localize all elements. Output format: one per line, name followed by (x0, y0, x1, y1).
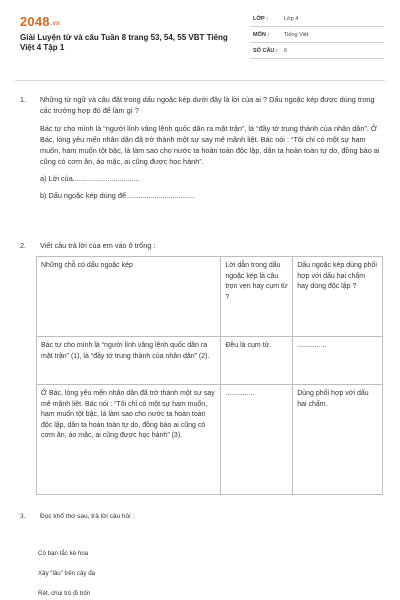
table-row (37, 337, 383, 385)
meta-value-class: Lớp 4 (284, 16, 299, 22)
meta-label-count: SỐ CÂU : (253, 48, 278, 54)
meta-value-count: 6 (284, 48, 288, 54)
question-number: 1. (20, 95, 27, 104)
question-number: 3. (20, 513, 26, 520)
meta-row-class (250, 13, 384, 27)
meta-row-count (250, 45, 384, 59)
header-divider (15, 80, 385, 81)
question-body (40, 94, 380, 201)
table-cell: Ở Bác, lòng yêu mến nhân dân đã trở thành một sự say mê mãnh liệt. Bác nói : “Tôi chỉ có một sự ham muốn, ham muốn tột bậc, là làm sao cho nước ta hoàn toàn độc lập, dân ta hoàn toàn tự do, đồng bào ai cũng có cơm ăn, áo mặc, ai cũng được học hành” (3). (37, 385, 221, 495)
answer-line-b[interactable]: b) Dấu ngoặc kép dùng để.................................. (40, 191, 195, 200)
poem-line: Rét, chui trò đi trốn (38, 590, 91, 597)
answer-blank-cell[interactable]: ............... (293, 337, 383, 385)
answer-table (36, 256, 383, 495)
meta-label-class: LỚP : (253, 16, 268, 22)
answer-blank-cell[interactable]: ............... (221, 385, 293, 495)
meta-row-subject (250, 29, 384, 43)
question-prompt: Viết câu trả lời của em vào ô trống : (40, 241, 156, 250)
table-cell: Dùng phối hợp với dấu hai chấm. (293, 385, 383, 495)
question-passage: Bác tự cho mình là “người lính vâng lệnh quốc dân ra mặt trận”, là “đầy tớ trung thành của nhân dân”. Ở Bác, lòng yêu mến nhân dân đã trở thành một sự say mê mãnh liệt. Bác nói : “Tôi chỉ có một sự ham muốn, ham muốn tột bậc, là làm sao cho nước ta hoàn toàn độc lập, dân ta hoàn toàn tự do, đồng bào ai cũng có cơm ăn, áo mặc, ai cũng được học hành”. (40, 124, 380, 166)
page-title: Giải Luyện từ và câu Tuần 8 trang 53, 54, 55 VBT Tiếng Việt 4 Tập 1 (20, 33, 228, 52)
answer-line-a[interactable]: a) Lời của................................. (40, 174, 140, 183)
meta-value-subject: Tiếng Việt (284, 32, 309, 38)
meta-label-subject: MÔN : (253, 32, 270, 38)
question-prompt: Đọc khổ thơ sau, trả lời câu hỏi : (40, 513, 135, 520)
table-header-cell: Những chỗ có dấu ngoặc kép (37, 257, 221, 337)
poem-line: Có bạn tắc kè hoa (38, 550, 89, 557)
poem-line: Xây “lâu” trên cây đa (38, 570, 96, 577)
question-prompt: Những từ ngữ và câu đặt trong dấu ngoặc kép dưới đây là lời của ai ? Dấu ngoặc kép được dùng trong các trường hợp đó để làm gì ? (40, 95, 375, 115)
logo-tld: .vn (50, 21, 61, 27)
table-cell: Đều là cụm từ. (221, 337, 293, 385)
table-header-row (37, 257, 383, 337)
table-row (37, 385, 383, 495)
table-header-cell: Dấu ngoặc kép dùng phối hợp với dấu hai chấm hay dùng độc lập ? (293, 257, 383, 337)
table-header-cell: Lời dẫn trong dấu ngoặc kép là câu trọn vẹn hay cụm từ ? (221, 257, 293, 337)
logo-text: 2048 (20, 14, 50, 29)
table-cell: Bác tự cho mình là “người lính vâng lệnh quốc dân ra mặt trận” (1), là “đầy tớ trung thành của nhân dân” (2). (37, 337, 221, 385)
question-number: 2. (20, 241, 27, 250)
page-header (0, 0, 400, 80)
site-logo[interactable] (20, 14, 60, 29)
meta-info (250, 13, 384, 61)
